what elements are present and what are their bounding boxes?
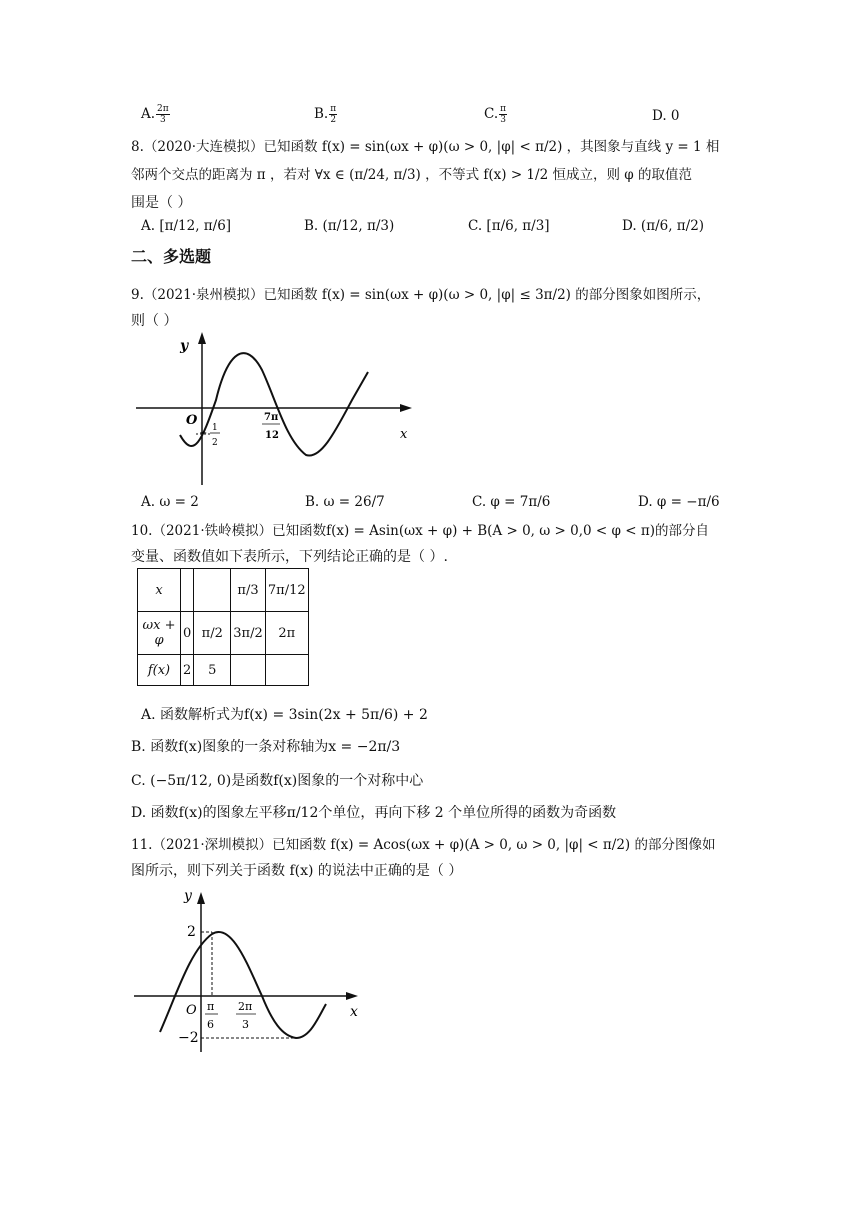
q9-tick-y-sign: −	[199, 428, 208, 439]
table-row: ωx + φ 0 π/2 3π/2 2π	[138, 612, 309, 655]
q8-line3: 围是（ ）	[131, 195, 192, 211]
q10-line1: 10.（2021·铁岭模拟）已知函数f(x) = Asin(ωx + φ) + B(A > 0, ω > 0,0 < φ < π)的部分自	[131, 523, 709, 539]
q9-option-b: B. ω = 26/7	[305, 494, 385, 510]
q10-option-b: B. 函数f(x)图象的一条对称轴为x = −2π/3	[131, 739, 401, 755]
q11-x1-num: π	[207, 1000, 215, 1013]
q10-line2: 变量、函数值如下表所示，下列结论正确的是（ ）.	[131, 549, 448, 565]
q9-origin: O	[186, 413, 198, 428]
table-row: f(x) 2 5	[138, 655, 309, 686]
q9-tick-x-num: 7π	[264, 412, 279, 423]
q11-x2-num: 2π	[238, 1000, 253, 1013]
q10-table	[137, 568, 309, 686]
q9-option-a: A. ω = 2	[141, 494, 199, 510]
q8-option-c: C. [π/6, π/3]	[468, 218, 550, 234]
q11-x-arrow-icon	[346, 992, 358, 1000]
q9-graph	[136, 330, 416, 490]
q9-option-d: D. φ = −π/6	[638, 494, 720, 510]
q8-option-b: B. (π/12, π/3)	[304, 218, 395, 234]
section-heading: 二、多选题	[131, 247, 212, 266]
q8-line2: 邻两个交点的距离为 π ，若对 ∀x ∈ (π/24, π/3) ，不等式 f(x) > 1/2 恒成立，则 φ 的取值范	[131, 167, 692, 183]
q9-option-c: C. φ = 7π/6	[472, 494, 551, 510]
q7-option-b: B. $\frac{\pi}{2}$	[314, 104, 337, 125]
q7-option-a: A. $\frac{2\pi}{3}$	[141, 104, 169, 125]
q8-line1: 8.（2020·大连模拟）已知函数 f(x) = sin(ωx + φ)(ω > 0, |φ| < π/2) ，其图象与直线 y = 1 相	[131, 139, 720, 155]
q11-y-label: y	[184, 888, 192, 904]
q11-line2: 图所示，则下列关于函数 f(x) 的说法中正确的是（ ）	[131, 863, 463, 879]
q7-option-d: D. 0	[652, 108, 680, 124]
q8-option-d: D. (π/6, π/2)	[622, 218, 705, 234]
q11-line1: 11.（2021·深圳模拟）已知函数 f(x) = Acos(ωx + φ)(A > 0, ω > 0, |φ| < π/2) 的部分图像如	[131, 837, 716, 853]
q9-tick-y-num: 1	[212, 423, 218, 433]
q9-tick-y-den: 2	[212, 438, 218, 448]
q9-y-arrow-icon	[198, 332, 206, 344]
q9-x-label: x	[400, 427, 408, 442]
q8-option-a: A. [π/12, π/6]	[141, 218, 232, 234]
q11-x2-den: 3	[242, 1018, 249, 1031]
q9-line1: 9.（2021·泉州模拟）已知函数 f(x) = sin(ωx + φ)(ω > 0, |φ| ≤ 3π/2) 的部分图象如图所示，	[131, 287, 711, 303]
q10-option-c: C. (−5π/12, 0)是函数f(x)图象的一个对称中心	[131, 773, 424, 789]
q9-line2: 则（ ）	[131, 313, 178, 329]
q11-graph	[132, 886, 372, 1054]
q10-option-d: D. 函数f(x)的图象左平移π/12个单位，再向下移 2 个单位所得的函数为奇函数	[131, 805, 617, 821]
q9-x-arrow-icon	[400, 404, 412, 412]
q7-option-c: C. $\frac{\pi}{3}$	[484, 104, 507, 125]
q11-y-bot: −2	[178, 1030, 199, 1046]
q11-y-top: 2	[187, 924, 196, 940]
q9-tick-x-den: 12	[265, 430, 279, 441]
q11-x1-den: 6	[207, 1018, 214, 1031]
q11-y-arrow-icon	[197, 892, 205, 904]
q9-y-label: y	[180, 338, 189, 354]
q11-x-label: x	[350, 1004, 358, 1020]
table-row: x π/3 7π/12	[138, 569, 309, 612]
q11-origin: O	[186, 1003, 197, 1018]
q10-option-a: A. 函数解析式为f(x) = 3sin(2x + 5π/6) + 2	[141, 707, 428, 723]
